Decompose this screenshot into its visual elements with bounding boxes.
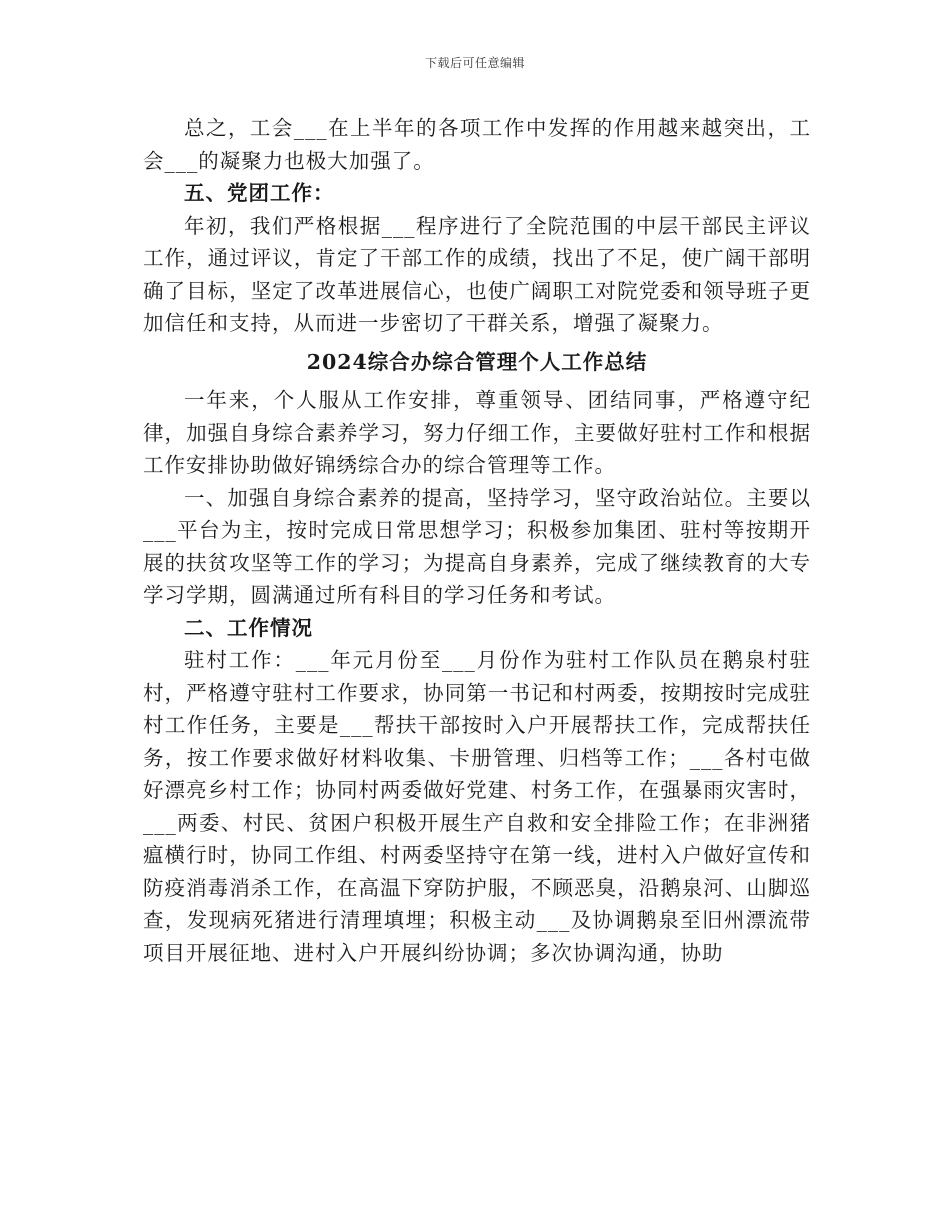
page-header-note: 下载后可任意编辑 <box>424 56 525 70</box>
section-heading-party: 五、党团工作： <box>184 181 335 205</box>
conclusion-paragraph: 总之，工会___在上半年的各项工作中发挥的作用越来越突出，工会___的凝聚力也极大加强了。 <box>143 116 811 173</box>
party-work-paragraph: 年初，我们严格根据___程序进行了全院范围的中层干部民主评议工作，通过评议，肯定了干部工作的成绩，找出了不足，使广阔干部明确了目标，坚定了改革进展信心，也使广阔职工对院党委和领导班子更加信任和支持，从而进一步密切了干群关系，增强了凝聚力。 <box>143 213 811 335</box>
village-work-paragraph: 驻村工作：___年元月份至___月份作为驻村工作队员在鹅泉村驻村，严格遵守驻村工作要求，协同第一书记和村两委，按期按时完成驻村工作任务，主要是___帮扶干部按时入户开展帮扶工作，完成帮扶任务，按工作要求做好材料收集、卡册管理、归档等工作；___各村屯做好漂亮乡村工作；协同村两委做好党建、村务工作，在强暴雨灾害时，___两委、村民、贫困户积极开展生产自救和安全排险工作；在非洲猪瘟横行时，协同工作组、村两委坚持守在第一线，进村入户做好宣传和防疫消毒消杀工作，在高温下穿防护服，不顾恶臭，沿鹅泉河、山脚巡查，发现病死猪进行清理填埋；积极主动___及协调鹅泉至旧州漂流带项目开展征地、进村入户开展纠纷协调；多次协调沟通，协助 <box>143 648 811 965</box>
document-title: 2024综合办综合管理个人工作总结 <box>306 349 648 374</box>
document-body <box>143 112 811 969</box>
point-one-paragraph: 一、加强自身综合素养的提高，坚持学习，坚守政治站位。主要以___平台为主，按时完成日常思想学习；积极参加集团、驻村等按期开展的扶贫攻坚等工作的学习；为提高自身素养，完成了继续教育的大专学习学期，圆满通过所有科目的学习任务和考试。 <box>143 485 811 607</box>
section-heading-work: 二、工作情况 <box>184 615 313 640</box>
intro-paragraph: 一年来，个人服从工作安排，尊重领导、团结同事，严格遵守纪律，加强自身综合素养学习，努力仔细工作，主要做好驻村工作和根据工作安排协助做好锦绣综合办的综合管理等工作。 <box>143 388 811 477</box>
